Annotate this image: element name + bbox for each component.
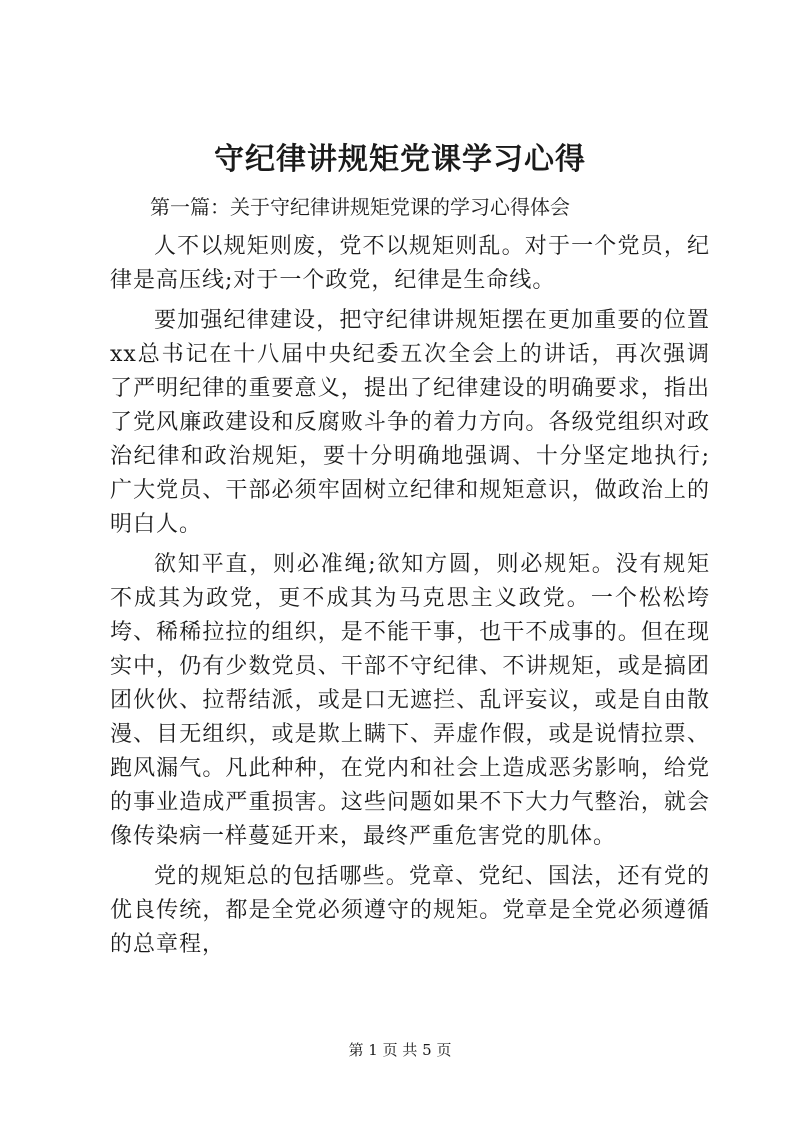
document-body [110,190,710,962]
paragraph: 党的规矩总的包括哪些。党章、党纪、国法，还有党的优良传统，都是全党必须遵守的规矩。党章是全党必须遵循的总章程， [110,864,710,957]
paragraph: 人不以规矩则废，党不以规矩则乱。对于一个党员，纪律是高压线;对于一个政党，纪律是生命线。 [110,234,710,293]
page-footer: 第 1 页 共 5 页 [348,1041,452,1059]
section-heading: 第一篇：关于守纪律讲规矩党课的学习心得体会 [150,195,570,219]
paragraph: 要加强纪律建设，把守纪律讲规矩摆在更加重要的位置xx总书记在十八届中央纪委五次全会上的讲话，再次强调了严明纪律的重要意义，提出了纪律建设的明确要求，指出了党风廉政建设和反腐败斗争的着力方向。各级党组织对政治纪律和政治规矩，要十分明确地强调、十分坚定地执行;广大党员、干部必须牢固树立纪律和规矩意识，做政治上的明白人。 [110,308,710,537]
paragraph: 欲知平直，则必准绳;欲知方圆，则必规矩。没有规矩不成其为政党，更不成其为马克思主义政党。一个松松垮垮、稀稀拉拉的组织，是不能干事，也干不成事的。但在现实中，仍有少数党员、干部不守纪律、不讲规矩，或是搞团团伙伙、拉帮结派，或是口无遮拦、乱评妄议，或是自由散漫、目无组织，或是欺上瞒下、弄虚作假，或是说情拉票、跑风漏气。凡此种种，在党内和社会上造成恶劣影响，给党的事业造成严重损害。这些问题如果不下大力气整治，就会像传染病一样蔓延开来，最终严重危害党的肌体。 [110,552,710,849]
document-title: 守纪律讲规矩党课学习心得 [214,142,586,177]
